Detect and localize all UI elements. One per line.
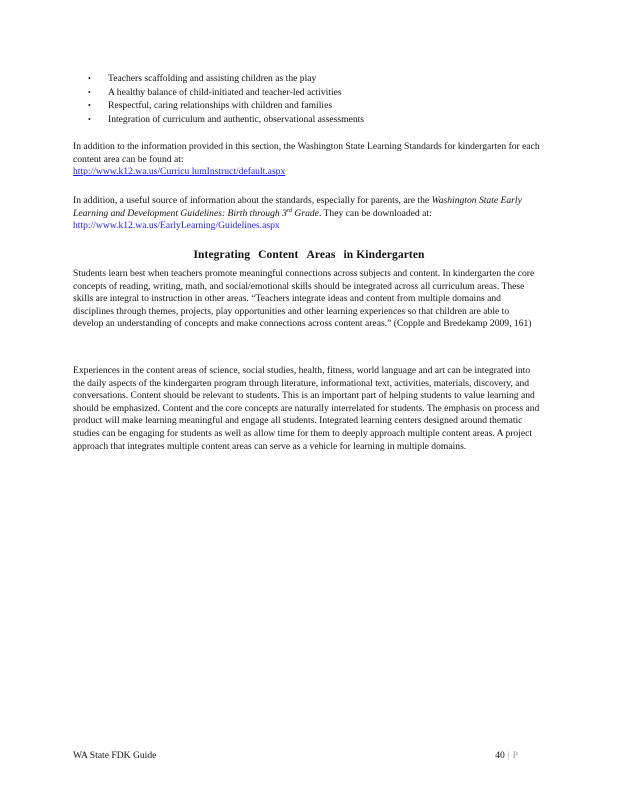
guidelines-title: Washington State Early Learning and Development Guidelines: Birth through 3rd Grade xyxy=(73,195,522,219)
bullet-icon: • xyxy=(88,101,91,111)
list-item: • Respectful, caring relationships with children and families xyxy=(88,100,333,112)
standards-paragraph: In addition to the information provided in this section, the Washington State Learning Standards for kindergarten for each content area can be found at: http://www.k12.wa.us/Curricu lumInstruct/default.aspx xyxy=(73,141,540,178)
bullet-icon: • xyxy=(88,114,91,124)
guidelines-link[interactable]: http://www.k12.wa.us/EarlyLearning/Guidelines.aspx xyxy=(73,220,280,232)
section-heading: Integrating Content Areas in Kindergarten xyxy=(193,249,425,261)
practice-bullet-list xyxy=(88,72,364,126)
list-item: • Teachers scaffolding and assisting children as the play xyxy=(88,73,317,84)
integration-paragraph: Students learn best when teachers promote meaningful connections across subjects and content. In kindergarten the core concepts of reading, writing, math, and social/emotional skills should be integrated across all curriculum areas. These skills are integral to instruction in other areas. “Teachers integrate ideas and content from multiple domains and disciplines through themes, projects, play opportunities and other learning experiences so that children are able to develop an understanding of concepts and make connections across content areas.” (Copple and Bredekamp 2009, 161) xyxy=(73,268,535,330)
bullet-icon: • xyxy=(88,87,91,97)
list-item: • Integration of curriculum and authentic, observational assessments xyxy=(88,113,365,125)
list-item: • A healthy balance of child‑initiated and teacher‑led activities xyxy=(88,86,342,98)
footer-guide-title: WA State FDK Guide xyxy=(73,750,157,761)
experiences-paragraph: Experiences in the content areas of science, social studies, health, fitness, world language and art can be integrated into the daily aspects of the kindergarten program through literature, informational text, activities, materials, discovery, and conversations. Content should be relevant to students. This is an important part of helping students to value learning and should be emphasized. Content and the core concepts are naturally interrelated for students. The emphasis on process and product will make learning meaningful and engage all students. Integrated learning centers designed around thematic studies can be engaging for students as well as allow time for them to deeply approach multiple content areas. A project approach that integrates multiple content areas can serve as a vehicle for learning in multiple domains. xyxy=(73,365,540,452)
bullet-icon: • xyxy=(88,74,91,83)
footer-page-number: 40 | P xyxy=(495,750,518,761)
standards-link[interactable]: http://www.k12.wa.us/Curricu lumInstruct/default.aspx xyxy=(73,166,286,178)
guidelines-paragraph: In addition, a useful source of information about the standards, especially for parents, are the Washington State Early Learning and Development Guidelines: Birth through 3rd Grade. They can be downloaded at: http://www.k12.wa.us/EarlyLearning/Guidelines.aspx xyxy=(73,195,522,232)
